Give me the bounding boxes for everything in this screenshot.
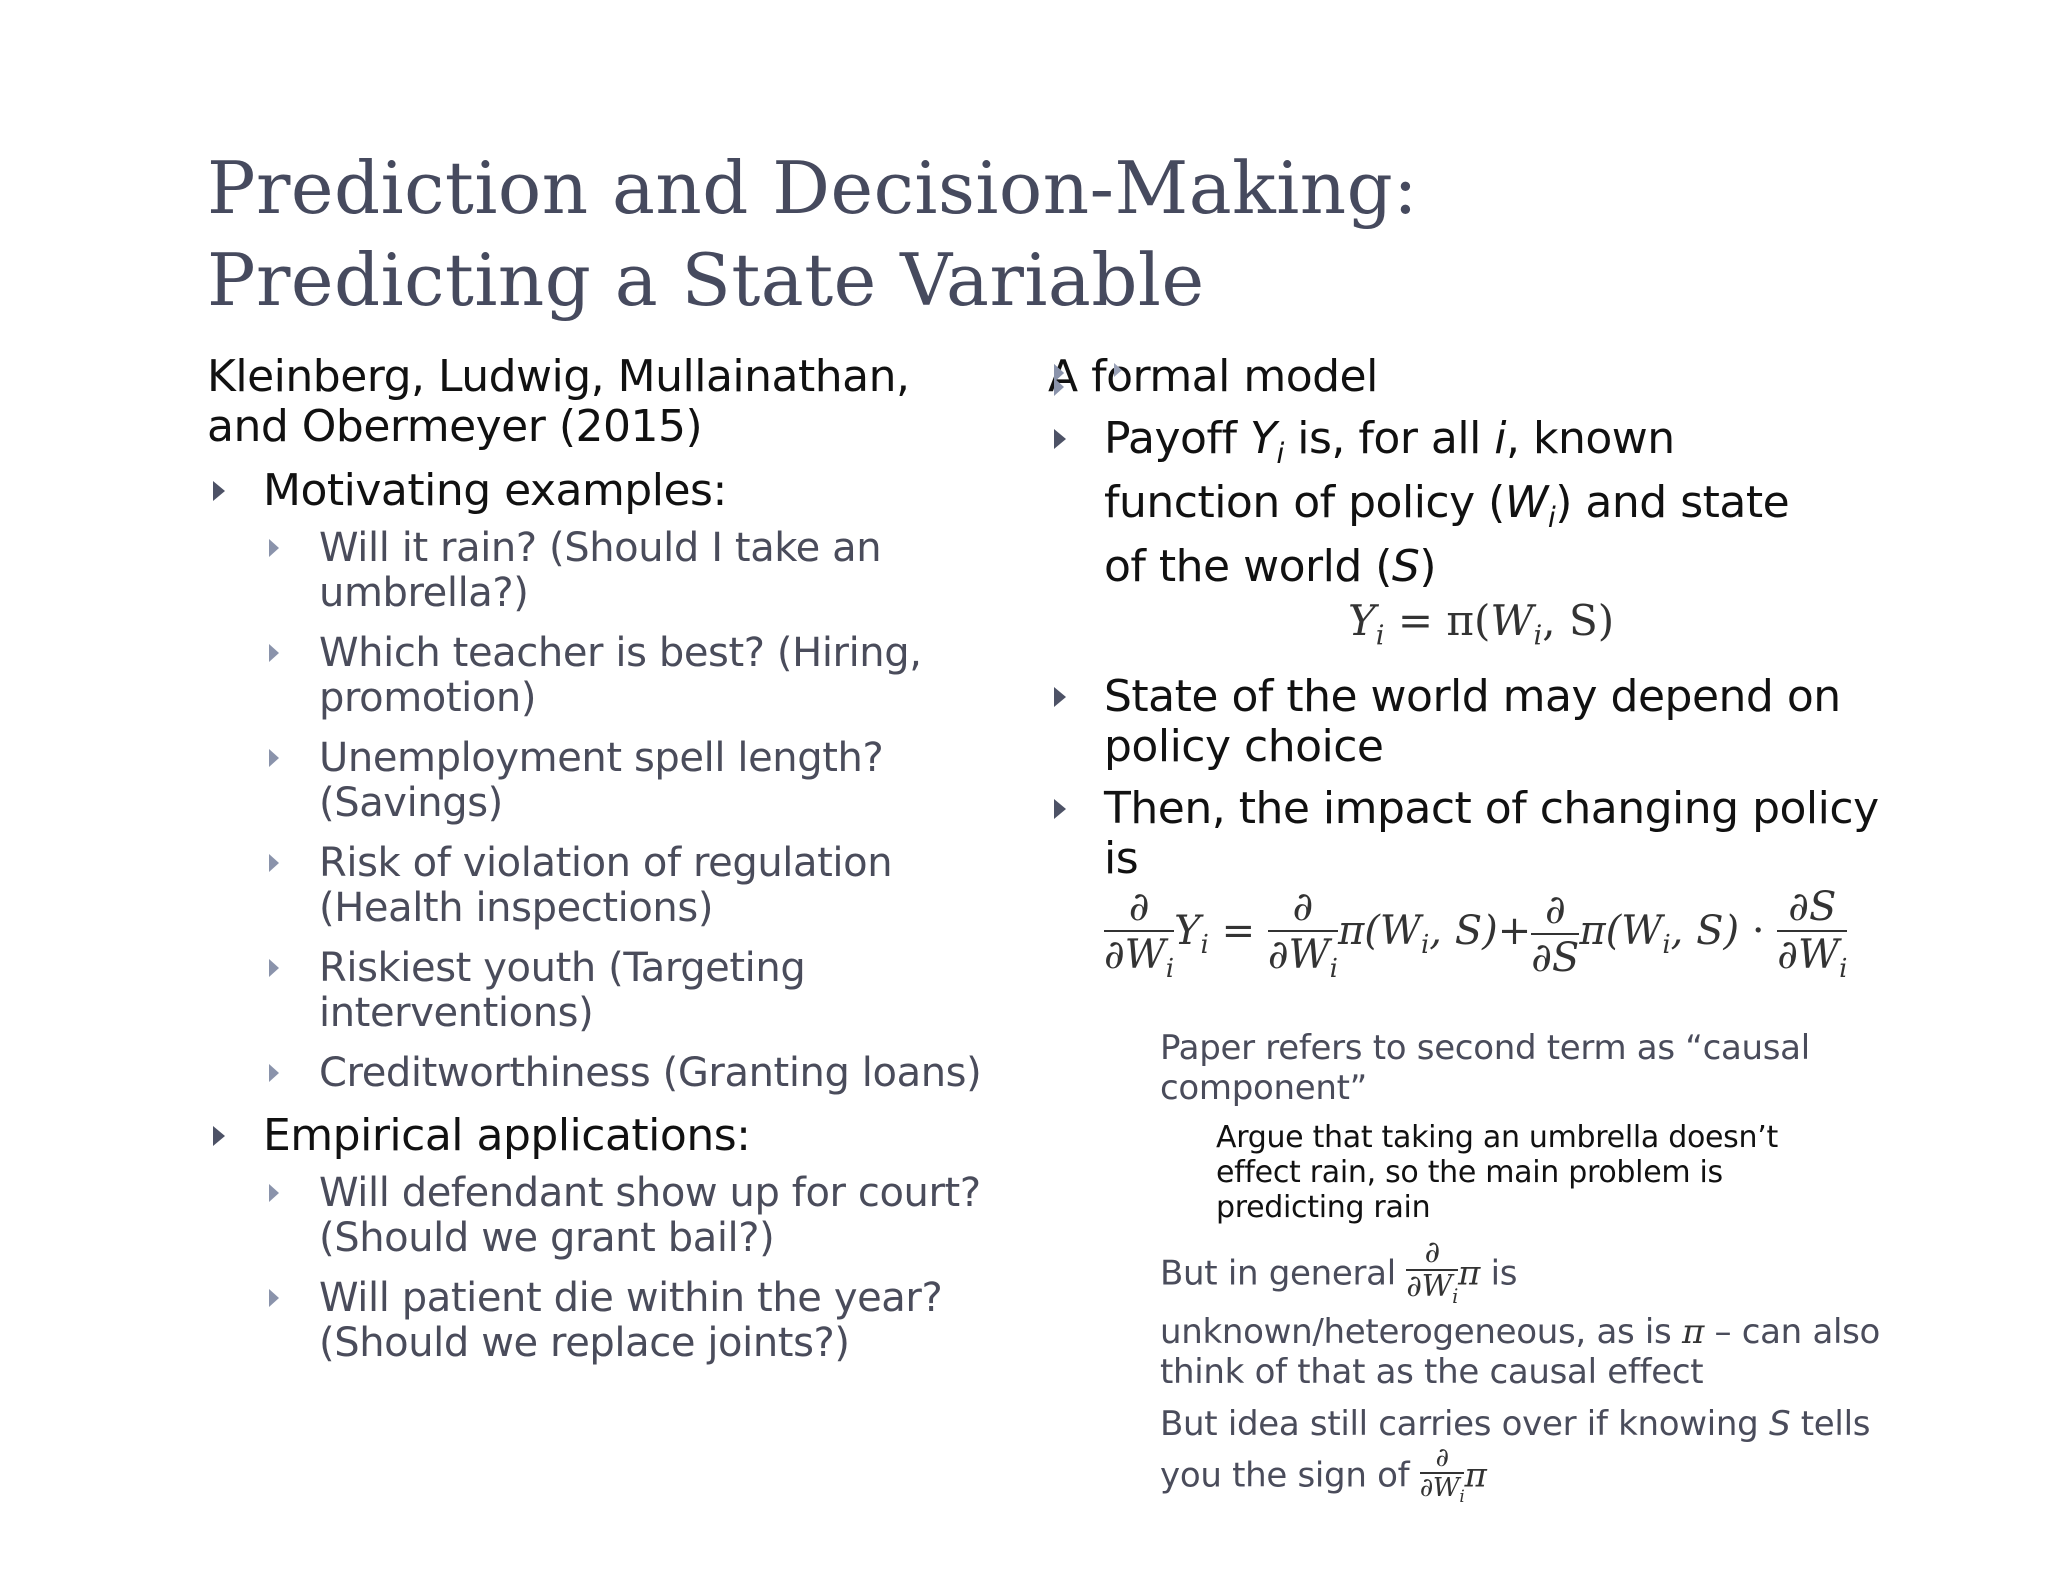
right-heading: A formal model bbox=[1048, 351, 1378, 402]
bullet-arrow-icon bbox=[269, 854, 279, 872]
bullet-arrow-icon bbox=[269, 749, 279, 767]
slide-title bbox=[207, 142, 1418, 326]
section-label: Motivating examples: bbox=[263, 465, 727, 516]
impact-equation: $\frac{\partial}{\partial W_i}$ $Y_i$ = $\frac{\partial}{\partial W_i}$ $\pi(W_i$, S)+ $\frac{\partial}{\partial S}$ $\pi(W_i$, S) · $\frac{\partial S}{\partial W_i}$ bbox=[1104, 883, 1848, 984]
fraction: $\frac{\partial}{\partial W_i}$ bbox=[1419, 1443, 1465, 1507]
bullet-arrow-icon bbox=[213, 481, 225, 501]
fraction: $\frac{\partial}{\partial S}$ bbox=[1531, 886, 1580, 981]
title-line-2: Predicting a State Variable bbox=[207, 238, 1205, 322]
bullet-arrow-icon bbox=[269, 1064, 279, 1082]
bullet-arrow-icon bbox=[269, 1184, 279, 1202]
bullet-arrow-icon bbox=[1114, 363, 1122, 377]
bullet-arrow-icon bbox=[1054, 429, 1066, 449]
sub-bullet-general: But in general $\frac{\partial}{\partial W_i}$ π is unknown/heterogeneous, as is π – can also think of that as the causal effect bbox=[1104, 1237, 1890, 1393]
section-empirical bbox=[207, 1111, 1007, 1161]
bullet-arrow-icon bbox=[269, 539, 279, 557]
empirical-list bbox=[207, 1171, 1007, 1366]
bullet-arrow-icon bbox=[269, 644, 279, 662]
left-heading: Kleinberg, Ludwig, Mullainathan, and Obermeyer (2015) bbox=[207, 351, 910, 452]
fraction: $\frac{\partial S}{\partial W_i}$ bbox=[1777, 883, 1848, 984]
bullet-payoff: Payoff $Y_i$ is, for all i, known function of policy $(W_i)$ and state of the world (S) bbox=[1048, 414, 1844, 592]
bullet-arrow-icon bbox=[213, 1126, 225, 1146]
bullet-arrow-icon bbox=[1054, 799, 1066, 819]
sub-bullet-paper: Paper refers to second term as “causal component” bbox=[1104, 1028, 1820, 1108]
list-item: Will patient die within the year? (Should we replace joints?) bbox=[207, 1276, 1019, 1366]
fraction: $\frac{\partial}{\partial W_i}$ bbox=[1406, 1234, 1459, 1308]
bullet-arrow-icon bbox=[269, 1289, 279, 1307]
list-item: Unemployment spell length? (Savings) bbox=[207, 736, 919, 826]
fraction: $\frac{\partial}{\partial W_i}$ bbox=[1267, 883, 1338, 984]
payoff-equation: $Y_i = \pi(W_i$, S) bbox=[1348, 596, 1615, 652]
list-item: Which teacher is best? (Hiring, promotion) bbox=[207, 631, 959, 721]
list-item: Creditworthiness (Granting loans) bbox=[207, 1051, 1019, 1096]
list-item: Will defendant show up for court? (Should we grant bail?) bbox=[207, 1171, 1019, 1261]
sub-bullet-idea: But idea still carries over if knowing S tells you the sign of $\frac{\partial}{\partial W_i}$ π bbox=[1104, 1404, 1890, 1510]
section-label: Empirical applications: bbox=[263, 1110, 751, 1161]
bullet-arrow-icon bbox=[269, 959, 279, 977]
right-column bbox=[1048, 351, 1881, 1510]
list-item: Riskiest youth (Targeting interventions) bbox=[207, 946, 959, 1036]
list-item: Risk of violation of regulation (Health inspections) bbox=[207, 841, 959, 931]
fraction: $\frac{\partial}{\partial W_i}$ bbox=[1104, 883, 1175, 984]
bullet-arrow-icon bbox=[1054, 687, 1066, 707]
left-column bbox=[207, 352, 1007, 1366]
bullet-state: State of the world may depend on policy choice bbox=[1048, 672, 1884, 772]
bullet-impact: Then, the impact of changing policy is bbox=[1048, 784, 1884, 884]
bullet-arrow-icon bbox=[1054, 364, 1064, 382]
section-motivating bbox=[207, 466, 1007, 516]
motivating-list bbox=[207, 526, 1007, 1096]
title-line-1: Prediction and Decision-Making: bbox=[207, 146, 1418, 230]
sub-sub-bullet-argue: Argue that taking an umbrella doesn’t effect rain, so the main problem is predicting rain bbox=[1104, 1120, 1866, 1225]
list-item: Will it rain? (Should I take an umbrella?) bbox=[207, 526, 959, 616]
